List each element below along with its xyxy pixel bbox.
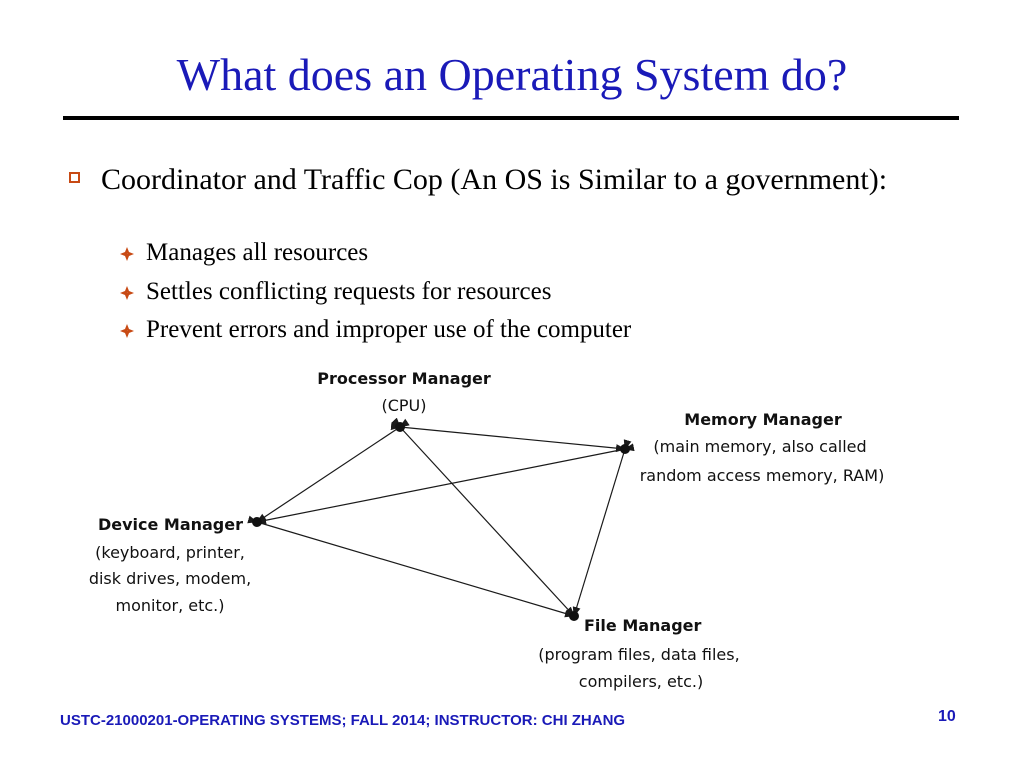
arrow-processor-memory xyxy=(400,427,625,449)
processor-manager-label: Processor Manager xyxy=(317,369,491,388)
main-bullet-text: Coordinator and Traffic Cop (An OS is Similar to a government): xyxy=(101,163,888,196)
device-manager-label: Device Manager xyxy=(97,515,243,534)
sub-bullet-text: Prevent errors and improper use of the computer xyxy=(146,316,632,343)
memory-node xyxy=(620,444,630,454)
slide-title: What does an Operating System do? xyxy=(176,49,848,100)
processor-manager-desc: (CPU) xyxy=(381,396,427,415)
device-manager-desc: monitor, etc.) xyxy=(115,596,225,615)
arrow-device-file xyxy=(257,522,574,616)
memory-manager-desc: random access memory, RAM) xyxy=(639,466,885,485)
memory-manager-label: Memory Manager xyxy=(684,410,842,429)
device-manager-desc: disk drives, modem, xyxy=(88,569,252,588)
footer-course: USTC-21000201-OPERATING SYSTEMS; FALL 2014; INSTRUCTOR: CHI ZHANG xyxy=(60,712,626,729)
sub-bullet-text: Settles conflicting requests for resources xyxy=(146,278,552,305)
file-manager-label: File Manager xyxy=(584,616,702,635)
processor-node xyxy=(395,422,405,432)
device-manager-desc: (keyboard, printer, xyxy=(95,543,245,562)
device-node xyxy=(252,517,262,527)
arrow-processor-file xyxy=(400,427,574,616)
memory-manager-desc: (main memory, also called xyxy=(653,437,867,456)
page-number: 10 xyxy=(938,708,956,725)
sub-bullet-text: Manages all resources xyxy=(146,239,369,266)
file-node xyxy=(569,611,579,621)
file-manager-desc: compilers, etc.) xyxy=(578,672,704,691)
file-manager-desc: (program files, data files, xyxy=(538,645,740,664)
arrow-memory-file xyxy=(574,449,625,616)
